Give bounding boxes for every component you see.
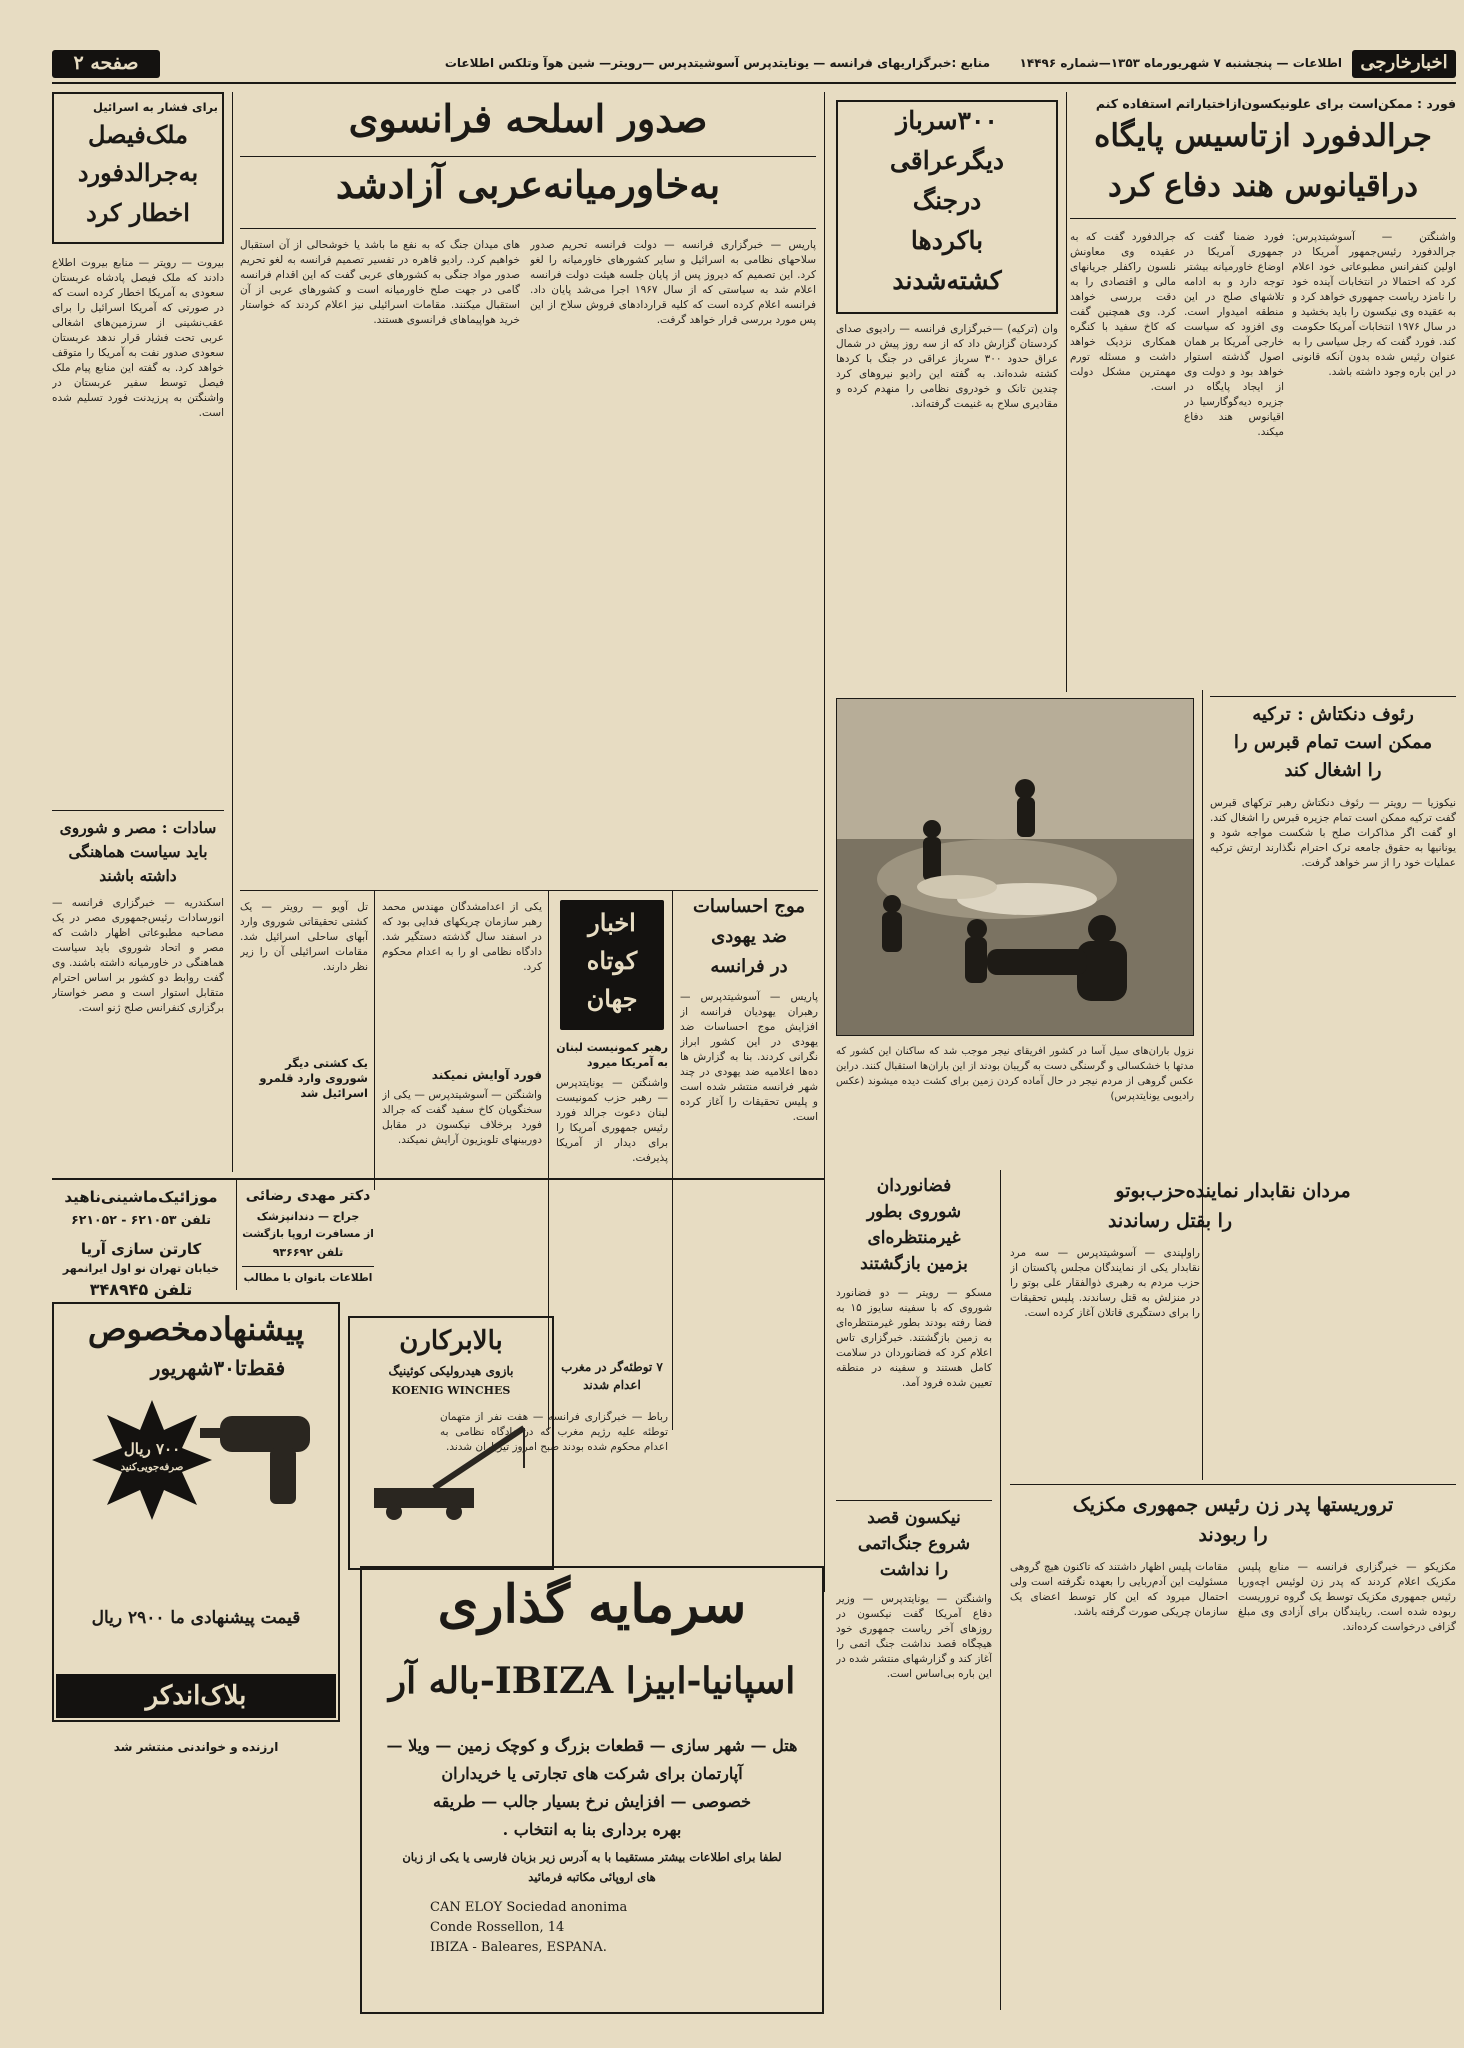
iraq-body: وان (ترکیه) —خبرگزاری فرانسه — رادیوی صدای کردستان گزارش داد که از سه روز پیش در شمال عراق حدود ۳۰۰ سرباز عراقی در جنگ با کردها کشته شده‌اند. به گفته این رادیو نیروهای کرد چندین تانک و خودروی نظامی را منهدم کرده و مقادیری سلاح به غنیمت گرفته‌اند. <box>836 323 1058 410</box>
ford-headline-1: جرالدفورد ازتاسیس پایگاه <box>1094 118 1432 154</box>
ford-short-body: واشنگتن — آسوشیتدپرس — یکی از سخنگویان کاخ سفید گفت که جرالد فورد برخلاف نیکسون در مقابل دوربینهای تلویزیون آرایش نمیکند. <box>382 1089 542 1146</box>
space-headline-4: بزمین بازگشتند <box>860 1254 968 1274</box>
denktash-rule <box>1210 696 1456 697</box>
ladies-rule <box>242 1266 374 1267</box>
col-divider-1 <box>824 92 825 1592</box>
weapons-headline-rule <box>240 156 816 157</box>
ibiza-line-5: لطفا برای اطلاعات بیشتر مستقیما با به آدرس زیر بزبان فارسی یا یکی از زبان <box>402 1850 782 1864</box>
sources-line: منابع :خبرگزاریهای فرانسه — یونایتدپرس آسوشیتدپرس —رویتر— شین هوآ وتلکس اطلاعات <box>444 56 990 70</box>
execution-title: ۷ توطئه‌گر در مغرب اعدام شدند <box>561 1360 663 1392</box>
ford-kicker: فورد : ممکن‌است برای علونیکسون‌ازاختیاراتم استفاده کنم <box>1095 96 1456 111</box>
ibiza-line-4: بهره برداری بنا به انتخاب . <box>502 1820 682 1839</box>
short-news-line-1: اخبار <box>588 908 636 937</box>
short-news-line-3: جهان <box>586 984 638 1013</box>
col-divider-4 <box>1202 690 1203 1480</box>
koenig-brand: KOENIG WINCHES <box>391 1384 511 1397</box>
special-price-sub: صرفه‌جویی‌کنید <box>120 1462 184 1473</box>
nixon-headline-1: نیکسون قصد <box>867 1508 961 1528</box>
iraq-line-3: درجنگ <box>912 186 982 215</box>
ibiza-line-6: های اروپائی مکاتبه فرمائید <box>528 1870 656 1884</box>
space-headline-1: فضانوردان <box>876 1176 952 1196</box>
ibiza-title: سرمایه گذاری <box>437 1574 747 1635</box>
ibiza-subtitle: اسپانیا-ابیزا IBIZA-باله آر <box>388 1660 796 1702</box>
drill-shape <box>200 1396 330 1516</box>
photo-caption: نزول باران‌های سیل آسا در کشور افریقای نیجر موجب شد که ساکنان این کشور که مدتها با خشکسالی و گرسنگی دست به گریبان بودند از این باران‌ها استقبال کنند. دراین عکس گروهی از مردم نیجر در حال آماده کردن زمین برای کشت دیده میشوند (عکس رادیویی یونایتدپرس) <box>836 1046 1194 1102</box>
header-rule <box>52 82 1456 84</box>
pakistan-headline-1: مردان نقابدار نماینده‌حزب‌بوتو <box>1115 1180 1351 1202</box>
pakistan-headline-2: را بقتل رساندند <box>1107 1210 1233 1232</box>
mexico-headline-1: تروریستها پدر زن رئیس جمهوری مکزیک <box>1072 1494 1394 1516</box>
special-price-new: قیمت پیشنهادی ما ۲۹۰۰ ریال <box>91 1608 301 1628</box>
col-divider-5 <box>672 890 673 1430</box>
weapons-body-col2: های میدان جنگ که به نفع ما باشد یا خوشحالی از آن استقبال خواهیم کرد. رادیو قاهره در تفسیر تصمیم فرانسه به لغو تحریم صدور مواد جنگی به کشورهای عربی گفت که این اقدام فرانسه گامی در جهت صلح خاورمیانه است و کشورهای عربی از آن استقبال میکنند. مقامات اسرائیلی نیز اعلام کردند که خواستار خرید هواپیماهای فرانسوی هستند. <box>240 239 520 326</box>
ford-headline-2: دراقیانوس هند دفاع کرد <box>1107 168 1419 204</box>
lebanon-body: واشنگتن — یونایتدپرس — رهبر حزب کمونیست لبنان دعوت جرالد فورد رئیس جمهوری آمریکا را برای دیدار از آمریکا پذیرفت. <box>556 1077 668 1164</box>
ford-body-col3: جرالدفورد گفت که به عقیده وی معاونش نلسون راکفلر جریانهای مالی و اقتصادی را به دقت بررسی خواهد کرد. وی همچنین گفت که کاخ سفید با کنگره همکاری نزدیک خواهد داشت و مسئله تورم مهمترین مشکل دولت است. <box>1070 231 1176 393</box>
ford-body-col1: واشنگتن — آسوشیتدپرس: جرالدفورد رئیس‌جمهور آمریکا در اولین کنفرانس مطبوعاتی خود اعلام کرد که احتمالا در انتخابات آینده خود را نامزد ریاست جمهوری خواهد کرد و به عقیده وی نیکسون را باید بخشید و در سال ۱۹۷۶ انتخابات آمریکا حکومت کند. فورد گفت که رجل سیاسی را به عنوان رئیس شده بدون آنکه قانونی در این باره وجود داشته باشد. <box>1292 231 1456 378</box>
ladies-ad-line-1: اطلاعات بانوان با مطالب <box>243 1272 373 1284</box>
dateline: اطلاعات — پنجشنبه ۷ شهریورماه ۱۳۵۳—شماره ۱۴۴۹۶ <box>1019 56 1342 70</box>
col-divider-2 <box>1066 92 1067 692</box>
weapons-body-col1: پاریس — خبرگزاری فرانسه — دولت فرانسه تحریم صدور سلاحهای نظامی به اسرائیل و سایر کشورهای خاورمیانه را لغو کرد. این تصمیم که دیروز پس از پایان جلسه هیئت دولت فرانسه اعلام شد به سیاستی که از سال ۱۹۶۷ اجرا می‌شد پایان داد. فرانسه اعلام کرده است که کلیه قراردادهای فروش سلاح از این پس مورد بررسی قرار خواهد گرفت. <box>530 239 816 326</box>
sadat-headline-1: سادات : مصر و شوروی <box>59 818 217 837</box>
space-headline-2: شوروی بطور <box>866 1202 962 1222</box>
weapons-headline-1: صدور اسلحه فرانسوی <box>348 96 708 141</box>
lebanon-title: رهبر کمونیست لبنان به آمریکا میرود <box>556 1041 668 1069</box>
faisal-kicker: برای فشار به اسرائیل <box>92 100 218 114</box>
news-photo <box>836 698 1194 1036</box>
mexico-body-col1: مکزیکو — خبرگزاری فرانسه — منابع پلیس مکزیک اعلام کردند که پدر زن لوئیس اچه‌وریا رئیس جمهوری مکزیک توسط یک گروه تروریست ربوده شده است. ربایندگان برای آزادی وی مبلغ گزافی درخواست کرده‌اند. <box>1238 1561 1456 1633</box>
sadat-rule <box>52 810 224 811</box>
doctor-ad-phone: تلفن ۹۳۶۶۹۲ <box>272 1246 344 1259</box>
faisal-line-1: ملک‌فیصل <box>88 120 188 149</box>
photo-scene <box>837 699 1194 1036</box>
mexico-body-col2: مقامات پلیس اظهار داشتند که تاکنون هیچ گروهی مسئولیت این آدم‌ربایی را بعهده نگرفته است ولی احتمال میرود که این کار توسط اعضای یک سازمان چریکی صورت گرفته باشد. <box>1010 1561 1228 1618</box>
faisal-line-2: به‌جرالدفورد <box>77 158 199 187</box>
sadat-body: اسکندریه — خبرگزاری فرانسه — انورسادات رئیس‌جمهوری مصر در یک مصاحبه مطبوعاتی اظهار داشت که مصر و اتحاد شوروی باید سیاست هماهنگی در خاورمیانه داشته باشند. وی گفت روابط دو کشور بر اساس احترام متقابل استوار است و مصر خواستار برگزاری کنفرانس صلح ژنو است. <box>52 897 224 1014</box>
ads-top-rule <box>52 1178 824 1180</box>
ibiza-address-3: IBIZA - Baleares, ESPANA. <box>430 1940 607 1955</box>
koenig-subtitle: بازوی هیدرولیکی کوئینیگ <box>388 1364 514 1378</box>
doctor-ad-title: جراح — دندانپزشک <box>256 1210 360 1223</box>
mideast-body: یکی از اعدامشدگان مهندس محمد رهبر سازمان چریکهای فدایی بود که در اسفند سال گذشته دستگیر شد. دادگاه نظامی او را به اعدام محکوم کرد. <box>382 901 542 973</box>
faisal-body: بیروت — رویتر — منابع بیروت اطلاع دادند که ملک فیصل پادشاه عربستان سعودی به آمریکا اخطار کرده است که در صورتی که آمریکا اسرائیل را برای عقب‌نشینی از سرزمین‌های اشغالی عربی تحت فشار قرار ندهد عربستان سعودی صدور نفت به آمریکا را متوقف خواهد کرد. به گفته این منابع پیام ملک فیصل توسط سفیر عربستان در واشنگتن به پرزیدنت فورد تسلیم شده است. <box>52 257 224 419</box>
ladies-ad-line-2: ارزنده و خواندنی منتشر شد <box>113 1740 279 1754</box>
iraq-line-4: باکردها <box>910 226 984 255</box>
short-news-line-2: کوتاه <box>586 946 638 975</box>
arya-ad-address: خیابان تهران نو اول ایرانمهر <box>62 1262 220 1275</box>
drill-icon <box>200 1396 330 1516</box>
ford-body-col2: فورد ضمنا گفت که جمهوری آمریکا در اوضاع خاورمیانه بیشتر توجه دارد و به ادامه تلاشهای صلح در این منطقه امیدوار است. وی افزود که سیاست خارجی آمریکا بر همان اصول گذشته استوار خواهد بود و دولت وی از ایجاد پایگاه در جزیره دیه‌گوگارسیا در اقیانوس هند دفاع میکند. <box>1184 231 1284 438</box>
special-price-old: ۷۰۰ ریال <box>123 1440 181 1458</box>
execution-body: رباط — خبرگزاری فرانسه — هفت نفر از متهمان توطئه علیه رژیم مغرب که در دادگاه نظامی به اعدام محکوم شده بودند صبح امروز تیرباران شدند. <box>440 1411 668 1453</box>
pakistan-body: راولپندی — آسوشیتدپرس — سه مرد نقابدار یکی از نمایندگان مجلس پاکستان از حزب مردم به رهبری ذوالفقار علی بوتو را در منزلش به قتل رساندند. پلیس تحقیقات را برای دستگیری قاتلان آغاز کرده است. <box>1010 1247 1200 1319</box>
col-divider-7 <box>374 890 375 1190</box>
ibiza-address-2: Conde Rossellon, 14 <box>430 1920 565 1935</box>
doctor-ad-name: دکتر مهدی رضائی <box>245 1188 371 1204</box>
faisal-line-3: اخطار کرد <box>86 198 190 227</box>
nixon-rule <box>836 1500 992 1501</box>
jews-headline-1: موج احساسات <box>692 896 805 917</box>
ford-rule <box>1070 218 1456 219</box>
price-starburst <box>92 1400 212 1520</box>
denktash-headline-1: رئوف دنکتاش : ترکیه <box>1252 704 1414 725</box>
page-number: صفحه ۲ <box>73 52 139 74</box>
ads-divider-1 <box>236 1180 237 1290</box>
ford-short-title: فورد آوایش نمیکند <box>431 1068 542 1082</box>
iraq-line-5: کشته‌شدند <box>892 266 1002 295</box>
doctor-ad-note: از مسافرت اروپا بازگشت <box>242 1228 374 1240</box>
sadat-headline-3: داشته باشند <box>99 866 177 885</box>
space-body: مسکو — رویتر — دو فضانورد شوروی که با سفینه سایوز ۱۵ به فضا رفته بودند بطور غیرمنتظره‌ای به زمین بازگشتند. خبرگزاری تاس اعلام کرد که فضانوردان در سلامت کامل هستند و سفینه در منطقه تعیین شده فرود آمد. <box>836 1287 992 1389</box>
jews-headline-2: ضد یهودی <box>711 926 787 947</box>
arya-ad-phone: تلفن ۳۴۸۹۴۵ <box>89 1280 193 1299</box>
koenig-title: بالابرکارن <box>399 1326 503 1356</box>
space-headline-3: غیرمنتظره‌ای <box>867 1228 961 1248</box>
weapons-headline-2: به‌خاورمیانه‌عربی آزادشد <box>335 162 721 207</box>
soviet-ship-pre: تل آویو — رویتر — یک کشتی تحقیقاتی شوروی وارد آبهای ساحلی اسرائیل شد. مقامات اسرائیلی آن را زیر نظر دارند. <box>240 901 368 973</box>
col-divider-3 <box>232 92 233 1172</box>
iraq-line-1: ۳۰۰سرباز <box>896 106 998 135</box>
mexico-headline-2: را ربودند <box>1198 1524 1268 1546</box>
ibiza-line-2: آپارتمان برای شرکت های تجارتی یا خریداران <box>441 1764 743 1783</box>
nixon-headline-2: شروع جنگ‌اتمی <box>857 1534 971 1554</box>
special-offer-title: پیشنهادمخصوص <box>87 1310 305 1348</box>
col-divider-8 <box>1000 1170 1001 2010</box>
jews-headline-3: در فرانسه <box>710 956 788 977</box>
special-footer-brand: بلاک‌اندکر <box>56 1674 336 1718</box>
section-label: اخبارخارجی <box>1360 52 1448 73</box>
crane-shape <box>364 1408 538 1528</box>
ibiza-line-1: هتل — شهر سازی — قطعات بزرگ و کوچک زمین — ویلا — <box>386 1736 798 1755</box>
denktash-body: نیکوزیا — رویتر — رئوف دنکتاش رهبر ترکهای قبرس گفت ترکیه ممکن است تمام جزیره قبرس را اشغال کند. او گفت اگر مذاکرات صلح با شکست مواجه شود و یونانیها به حقوق جامعه ترک احترام نگذارند ارتش ترکیه عملیات خود را از سر خواهد گرفت. <box>1210 797 1456 869</box>
israel-title: یک کشتی دیگر شوروی وارد قلمرو اسرائیل شد <box>259 1056 368 1100</box>
ibiza-line-3: خصوصی — افزایش نرخ بسیار جالب — طریقه <box>433 1792 751 1811</box>
denktash-headline-3: را اشغال کند <box>1284 760 1382 781</box>
weapons-rule <box>240 228 816 229</box>
mexico-rule <box>1010 1484 1456 1485</box>
nixon-headline-3: را نداشت <box>879 1560 949 1580</box>
naheed-ad-title: موزائیک‌ماشینی‌ناهید <box>64 1188 218 1206</box>
crane-icon <box>364 1408 538 1528</box>
jews-body: پاریس — آسوشیتدپرس — رهبران یهودیان فرانسه از افزایش موج احساسات ضد یهودی در این کشور ابراز نگرانی کردند. بنا به گزارش ها ده‌ها اعلامیه ضد یهودی در چند شهر فرانسه منتشر شده است و پلیس تحقیقات را آغاز کرده است. <box>680 991 818 1123</box>
naheed-ad-phone: تلفن ۶۲۱۰۵۳ - ۶۲۱۰۵۲ <box>71 1212 211 1227</box>
ibiza-address-1: CAN ELOY Sociedad anonima <box>430 1900 628 1915</box>
sadat-headline-2: باید سیاست هماهنگی <box>68 842 208 861</box>
arya-ad-title: کارتن سازی آریا <box>80 1240 202 1258</box>
iraq-line-2: دیگرعراقی <box>889 146 1005 175</box>
starburst-shape <box>92 1400 212 1520</box>
short-news-top-rule <box>240 890 818 891</box>
nixon-body: واشنگتن — یونایتدپرس — وزیر دفاع آمریکا گفت نیکسون در روزهای آخر ریاست جمهوری خود هیچگاه قصد نداشت جنگ اتمی را آغاز کند و گزارشهای منتشر شده در این باره بی‌اساس است. <box>836 1593 992 1680</box>
special-offer-until: فقط‌تا۳۰شهریور <box>150 1356 286 1380</box>
denktash-headline-2: ممکن است تمام قبرس را <box>1233 732 1433 753</box>
